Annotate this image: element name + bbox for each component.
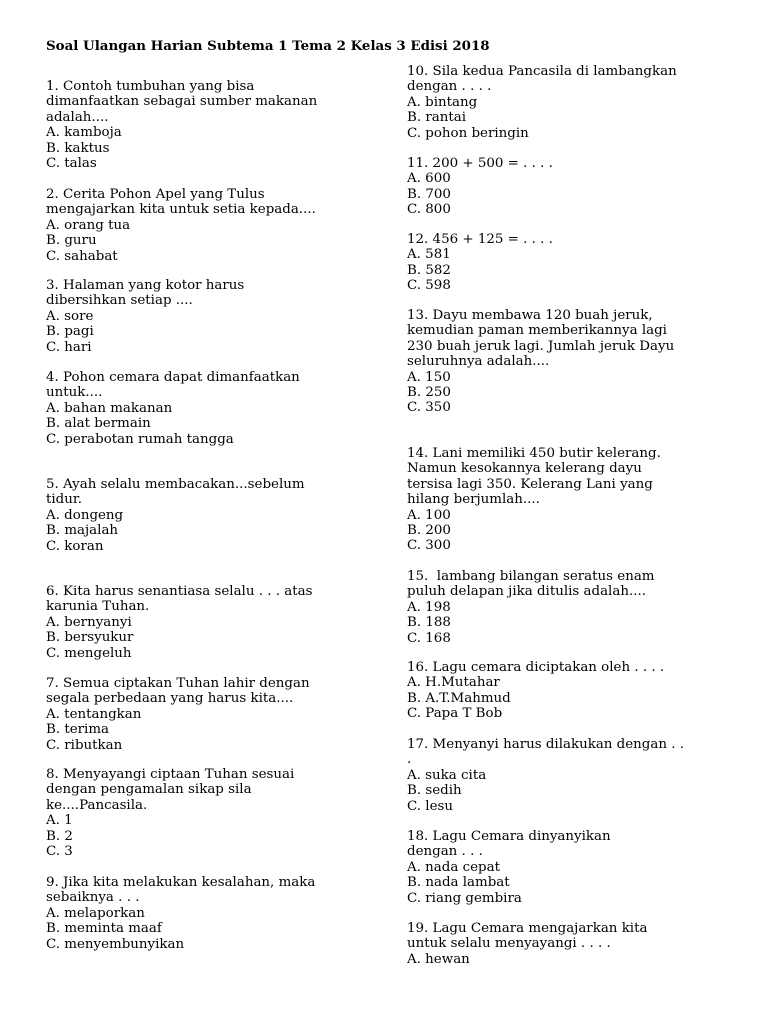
question-text: 15. lambang bilangan seratus enam	[407, 569, 655, 584]
question-text: 9. Jika kita melakukan kesalahan, maka	[46, 875, 316, 890]
answer-option: B. nada lambat	[407, 875, 510, 891]
answer-option: C. ributkan	[46, 737, 123, 753]
answer-option: A. bahan makanan	[46, 400, 173, 416]
answer-option: C. mengeluh	[46, 645, 132, 661]
question-text: 4. Pohon cemara dapat dimanfaatkan	[46, 370, 300, 385]
answer-option: A. 150	[407, 369, 451, 385]
question-item	[46, 187, 396, 264]
question-text: 14. Lani memiliki 450 butir kelerang.	[407, 446, 661, 461]
question-text: Namun kesokannya kelerang dayu	[407, 461, 642, 477]
answer-option: A. nada cepat	[407, 859, 500, 875]
answer-option: A. H.Mutahar	[407, 675, 500, 691]
question-text: 5. Ayah selalu membacakan...sebelum	[46, 477, 305, 492]
answer-option: A. 1	[46, 813, 73, 829]
answer-option: B. A.T.Mahmud	[407, 690, 511, 706]
answer-option: B. sedih	[407, 783, 462, 799]
question-text: kemudian paman memberikannya lagi	[407, 323, 667, 339]
question-text: 2. Cerita Pohon Apel yang Tulus	[46, 187, 265, 202]
question-item	[46, 584, 396, 661]
answer-option: B. 250	[407, 385, 451, 401]
answer-option: C. sahabat	[46, 248, 118, 264]
question-text: dengan pengamalan sikap sila	[46, 782, 252, 798]
question-item	[46, 477, 396, 554]
answer-option: A. tentangkan	[46, 706, 142, 722]
question-text: seluruhnya adalah....	[407, 354, 550, 370]
answer-option: A. bintang	[407, 94, 478, 110]
question-item	[407, 232, 732, 294]
question-text: 3. Halaman yang kotor harus	[46, 278, 245, 293]
answer-option: C. 800	[407, 202, 451, 218]
question-text: 11. 200 + 500 = . . . .	[407, 156, 553, 171]
question-text: untuk selalu menyayangi . . . .	[407, 936, 611, 952]
answer-option: A. sore	[46, 308, 94, 324]
question-text: karunia Tuhan.	[46, 599, 150, 615]
answer-option: A. 198	[407, 599, 451, 615]
question-text: 8. Menyayangi ciptaan Tuhan sesuai	[46, 767, 295, 782]
question-text: dengan . . .	[407, 844, 483, 860]
question-item	[407, 829, 732, 906]
question-text: sebaiknya . . .	[46, 890, 140, 906]
question-text: segala perbedaan yang harus kita....	[46, 691, 294, 707]
answer-option: C. talas	[46, 156, 97, 172]
question-text: dengan . . . .	[407, 79, 492, 95]
question-item	[407, 921, 732, 967]
question-text: tidur.	[46, 492, 83, 508]
question-text: 12. 456 + 125 = . . . .	[407, 232, 553, 247]
question-item	[407, 569, 732, 646]
question-item	[407, 308, 732, 416]
question-text: 19. Lagu Cemara mengajarkan kita	[407, 921, 648, 936]
answer-option: C. 350	[407, 400, 451, 416]
answer-option: C. riang gembira	[407, 890, 522, 906]
answer-option: C. lesu	[407, 798, 453, 814]
question-text: 16. Lagu cemara diciptakan oleh . . . .	[407, 660, 665, 675]
question-text: mengajarkan kita untuk setia kepada....	[46, 202, 316, 218]
question-item	[407, 156, 732, 218]
question-item	[407, 446, 732, 554]
question-text: 18. Lagu Cemara dinyanyikan	[407, 829, 611, 844]
answer-option: B. terima	[46, 722, 110, 738]
question-text: 7. Semua ciptakan Tuhan lahir dengan	[46, 676, 310, 691]
question-text: adalah....	[46, 109, 109, 125]
answer-option: A. bernyanyi	[46, 614, 132, 630]
answer-option: A. dongeng	[46, 507, 124, 523]
question-text: ke....Pancasila.	[46, 797, 148, 813]
answer-option: C. 168	[407, 630, 451, 646]
question-item	[46, 79, 396, 171]
answer-option: C. pohon beringin	[407, 125, 529, 141]
answer-option: B. meminta maaf	[46, 921, 162, 937]
answer-option: C. koran	[46, 538, 104, 554]
question-text: .	[407, 752, 412, 768]
question-item	[407, 660, 732, 722]
answer-option: C. 598	[407, 278, 451, 294]
answer-option: B. 582	[407, 262, 451, 278]
answer-option: B. pagi	[46, 324, 94, 340]
question-text: dimanfaatkan sebagai sumber makanan	[46, 94, 318, 110]
question-text: 230 buah jeruk lagi. Jumlah jeruk Dayu	[407, 338, 675, 354]
answer-option: B. 188	[407, 615, 451, 631]
question-item	[407, 737, 732, 814]
question-text: dibersihkan setiap ....	[46, 293, 193, 309]
answer-option: B. guru	[46, 233, 97, 249]
question-item	[46, 676, 396, 753]
answer-option: B. alat bermain	[46, 416, 151, 432]
question-text: hilang berjumlah....	[407, 492, 540, 508]
document-title: Soal Ulangan Harian Subtema 1 Tema 2 Kelas 3 Edisi 2018	[46, 38, 490, 54]
question-item	[407, 64, 732, 141]
question-item	[46, 767, 396, 859]
answer-option: B. kaktus	[46, 140, 110, 156]
question-text: 1. Contoh tumbuhan yang bisa	[46, 79, 255, 94]
answer-option: C. 300	[407, 538, 451, 554]
answer-option: A. hewan	[407, 951, 470, 967]
answer-option: B. 700	[407, 186, 451, 202]
answer-option: C. hari	[46, 339, 92, 355]
answer-option: B. bersyukur	[46, 630, 134, 646]
answer-option: C. perabotan rumah tangga	[46, 431, 234, 447]
answer-option: C. 3	[46, 844, 73, 860]
question-text: 17. Menyanyi harus dilakukan dengan . .	[407, 737, 685, 752]
question-text: untuk....	[46, 385, 103, 401]
answer-option: B. rantai	[407, 110, 467, 126]
answer-option: A. 581	[407, 247, 451, 263]
answer-option: C. menyembunyikan	[46, 936, 185, 952]
answer-option: A. suka cita	[407, 767, 487, 783]
question-text: puluh delapan jika ditulis adalah....	[407, 584, 646, 600]
question-item	[46, 875, 396, 952]
answer-option: A. kamboja	[46, 125, 122, 141]
question-text: 10. Sila kedua Pancasila di lambangkan	[407, 64, 677, 79]
answer-option: A. melaporkan	[46, 905, 145, 921]
question-text: 13. Dayu membawa 120 buah jeruk,	[407, 308, 653, 323]
answer-option: B. 2	[46, 828, 73, 844]
answer-option: A. 600	[407, 171, 451, 187]
answer-option: B. majalah	[46, 523, 119, 539]
question-item	[46, 278, 396, 355]
answer-option: A. 100	[407, 507, 451, 523]
answer-option: B. 200	[407, 523, 451, 539]
question-text: tersisa lagi 350. Kelerang Lani yang	[407, 476, 653, 492]
answer-option: A. orang tua	[46, 217, 131, 233]
question-item	[46, 370, 396, 447]
answer-option: C. Papa T Bob	[407, 706, 503, 722]
question-text: 6. Kita harus senantiasa selalu . . . atas	[46, 584, 313, 599]
